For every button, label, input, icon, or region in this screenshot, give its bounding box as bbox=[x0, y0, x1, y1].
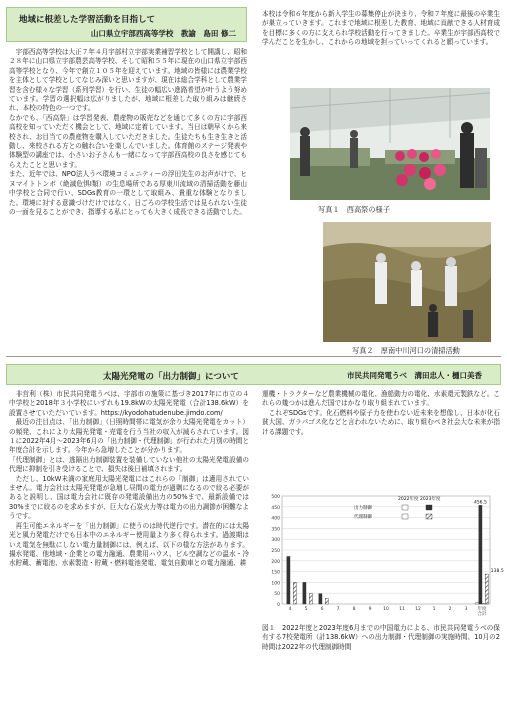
article2-title: 太陽光発電の「出力制御」について bbox=[103, 372, 239, 382]
article2-left-column bbox=[9, 390, 249, 569]
x-tick-label: 合計 bbox=[477, 612, 487, 617]
bar bbox=[325, 598, 328, 604]
legend-swatch bbox=[426, 505, 432, 510]
y-tick-label: 200 bbox=[271, 559, 280, 565]
x-tick-label: 4 bbox=[288, 607, 292, 612]
article2-paragraph: 運機・トラクターなど農業機械の電化、漁船動力の電化、水素還元製鉄など。これらの幾つかは進んだ国ではかなり取り組まれています。 bbox=[262, 390, 500, 408]
bar bbox=[309, 594, 312, 604]
legend-series-proxy: 代理制御 bbox=[354, 515, 372, 520]
legend-series-output: 出力制御 bbox=[354, 506, 372, 511]
article2-right-column bbox=[262, 390, 500, 437]
article1-paragraph: 宇部西高等学校は大正７年４月宇部村立宇部実業補習学校として開講し、昭和２８年に山口県立宇部農芸高等学校、そして昭和５５年に現在の山口県立宇部西高等学校となり、今年で創立１０５年を迎えています。地域の皆様には農業学校を主体として学校としてなじみ深いと思いますが、現在は総合学科として農業学習を含む様々な学習（系列学習）を行い、生徒の幅広い進路希望が叶うよう努めています。学習の選択幅は広がりましたが、地域に根差した取り組みは継続され、本校の特色の一つです。 bbox=[9, 48, 247, 113]
control-time-chart bbox=[262, 488, 504, 617]
article1-right-column bbox=[262, 10, 500, 48]
bar bbox=[319, 594, 322, 604]
bar bbox=[485, 574, 488, 604]
y-tick-label: 400 bbox=[271, 516, 280, 522]
x-tick-label: 9 bbox=[368, 607, 372, 612]
article1-title: 地域に根差した学習活動を目指して bbox=[19, 15, 156, 25]
data-label: 456.5 bbox=[473, 500, 487, 506]
photo1-caption: 写真１ 西高祭の様子 bbox=[318, 205, 390, 214]
y-tick-label: 350 bbox=[271, 527, 280, 533]
legend-swatch bbox=[402, 514, 408, 519]
article1-title-box bbox=[6, 7, 247, 42]
x-tick-label: 6 bbox=[320, 607, 324, 612]
bar bbox=[303, 582, 306, 604]
y-tick-label: 50 bbox=[274, 592, 280, 598]
photo2-caption: 写真２ 厚南中川河口の清掃活動 bbox=[352, 346, 460, 355]
article1-paragraph: 本校は令和６年度から新入学生の募集停止が決まり、令和７年度に最後の卒業生が巣立っていきます。これまで地域に根差した教育、地域に貢献できる人材育成を目標に多くの方に支えられ学校活動を行ってきました。卒業生が宇部西高校で学んだことを生かし、これからの地域を担っていってくれると願っています。 bbox=[262, 10, 500, 47]
figure-caption-block bbox=[262, 624, 500, 652]
y-tick-label: 500 bbox=[271, 495, 280, 500]
legend-year-2023: 2023年度 bbox=[420, 497, 441, 502]
article2-paragraph: これぞSDGsです。化石燃料や原子力を使わない近未来を想像し、日本が化石貧大国、ガラパゴス化などと言われないために、取り組むべき社会大な未来が指ける課題です。 bbox=[262, 408, 500, 436]
article2-author: 市民共同発電うべ 溝田忠人・樋口美香 bbox=[347, 371, 482, 380]
x-tick-label: 7 bbox=[336, 607, 340, 612]
article1-paragraph: なかでも、「西高祭」は学習発表、農産物の販売などを通じて多くの方に宇部西高校を知っていただく機会として、地域に定着しています。当日は朝早くから来校され、お目当ての農産物を購入していただきました。生徒たちも生き生きと活動し、来校される方との触れ合いを楽しんでいました。体育館のステージ発表や体験型の講座では、小さいお子さんも一緒になって宇部西高校の良さを感じてもらえたことと思います。 bbox=[9, 113, 247, 169]
article2-paragraph: 再生可能エネルギーを「出力制御」に使うのは時代逆行です。潜在的には太陽光と風力発電だけでも日本中のエネルギー使用量より多く得られます。過渡期はいえ電気を無駄にしない電力量制御には、例えば、以下の様な方法があります。揚水発電、他地域・企業との電力融通、農業用ハウス、ビル空調などの温水・冷水貯蔵、蓄電池、水素製造・貯蔵・燃料電池発電、電気自動車との電力融通、耕 bbox=[9, 521, 249, 568]
x-tick-label: 3 bbox=[464, 607, 468, 612]
article2-title-box bbox=[6, 364, 501, 385]
y-tick-label: 0 bbox=[277, 603, 280, 608]
festival-photo-image bbox=[290, 88, 490, 200]
y-tick-label: 150 bbox=[271, 570, 280, 576]
y-tick-label: 100 bbox=[271, 581, 280, 587]
y-tick-label: 300 bbox=[271, 538, 280, 544]
article2-paragraph: 「代理制御」とは、逃隔出力制御装置を装備していない他社の太陽光発電設備の代理に抑制を引き受けることで、損失は後日補填されます。 bbox=[9, 455, 249, 474]
x-tick-label: 1 bbox=[432, 607, 436, 612]
figure-caption: 図１ 2022年度と2023年度6月までの中国電力による、市民共同発電うべの保有する7校発電所（計138.6kW）への出力制御・代理制御の実施時間、10月の2時間は2022年の代理制御時間 bbox=[262, 624, 500, 651]
x-tick-label: 2 bbox=[448, 607, 452, 612]
article1-left-column bbox=[9, 48, 247, 217]
photo-festival bbox=[290, 88, 490, 200]
article2-paragraph: 非営利（株）市民共同発電うべは、宇部市の施策に基づき2017年に市立の４中学校と2018年３小学校にいずれも19.8kWの太陽光発電（合計138.6kW）を設置させていただいています。https://kyodohatudenube.jimdo.com/ bbox=[9, 390, 249, 417]
bar bbox=[476, 603, 479, 604]
x-tick-label: 5 bbox=[304, 607, 308, 612]
x-tick-label: 11 bbox=[399, 607, 405, 612]
bar bbox=[293, 582, 296, 604]
article-divider bbox=[6, 356, 501, 357]
legend-year-2022: 2022年度 bbox=[398, 497, 419, 502]
chart-svg bbox=[262, 488, 504, 617]
legend-swatch bbox=[426, 514, 432, 519]
article1-paragraph: また、近年では、NPO法人うべ環境コミュニティーの浮田先生のお声がけで、ヒヌマイトトンボ（絶滅危惧Ⅰ類）の生息場所である厚東川流域の清掃活動を藤山中学校と合同で行い、SDGs教育の一環として取組み、貴重な体験となりました。環境に対する意識づけだけではなく、日ごろの学校生活では見られない生徒の一面を見ることができ、指導する私にとっても大きく成長できる活動でした。 bbox=[9, 170, 247, 216]
photo-cleanup bbox=[323, 222, 491, 342]
x-tick-label: 年度 bbox=[477, 607, 487, 612]
legend-swatch bbox=[402, 505, 408, 510]
cleanup-photo-image bbox=[323, 222, 491, 342]
x-tick-label: 10 bbox=[383, 607, 389, 612]
y-tick-label: 250 bbox=[271, 549, 280, 554]
article2-paragraph: ただし、10kW未満の家庭用太陽光発電にはこれらの「制御」は適用されていません。電力会社は太陽光発電が急増し昼間の電力が過剰になるので絞る必要があると説明し、国は電力会社に既存の発電設備出力の50%まで、最新設備では30%までに絞るのを求めますが、巨大な石炭火力等は電力の出力調節が困難なようです。 bbox=[9, 474, 249, 521]
y-tick-label: 450 bbox=[271, 505, 280, 511]
bar bbox=[287, 556, 290, 604]
article1-author: 山口県立宇部西高等学校 教諭 島田 修二 bbox=[90, 29, 236, 38]
data-label: 138.5 bbox=[490, 569, 504, 575]
x-tick-label: 12 bbox=[415, 607, 421, 612]
bar bbox=[479, 505, 482, 604]
x-tick-label: 8 bbox=[352, 607, 356, 612]
article2-paragraph: 最近の注目点は、「出力制御」（日照時間帯に電気が余り太陽光発電をカット）の頻発、これにより太陽光発電・売電を行う当社の収入が減らされています。図１に2022年4月～2023年6月の「出力制御・代理制御」が行われた月別の時間と年度合計を示します。今年から急増したことが分かります。 bbox=[9, 418, 249, 455]
